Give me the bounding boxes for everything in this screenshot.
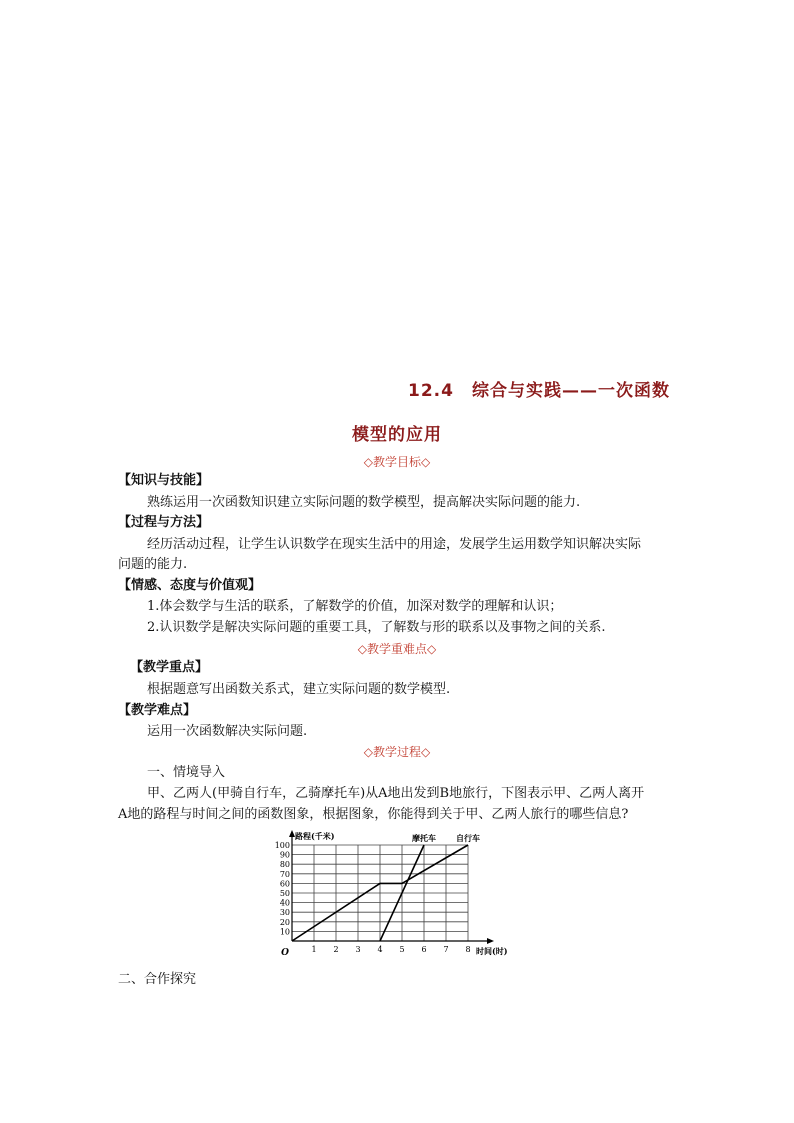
y-tick-label: 70: [279, 869, 290, 879]
knowledge-text: 熟练运用一次函数知识建立实际问题的数学模型，提高解决实际问题的能力.: [147, 495, 581, 510]
y-tick-label: 10: [279, 927, 290, 937]
x-tick-label: 8: [465, 945, 471, 954]
y-tick-label: 50: [279, 889, 290, 898]
x-tick-label: 3: [355, 945, 361, 954]
series-label: 自行车: [456, 833, 480, 843]
x-axis-label: 时间(时): [476, 946, 508, 956]
y-tick-label: 40: [279, 898, 290, 908]
knowledge-heading: 【知识与技能】: [118, 473, 210, 488]
intro-text-2: A地的路程与时间之间的函数图象，根据图象，你能得到关于甲、乙两人旅行的哪些信息?: [118, 807, 629, 822]
section-process: ◇教学过程◇: [363, 745, 431, 759]
y-tick-label: 80: [279, 860, 290, 870]
section-objectives: ◇教学目标◇: [363, 455, 431, 469]
y-tick-label: 60: [279, 879, 290, 889]
x-tick-label: 7: [443, 945, 449, 954]
y-tick-label: 90: [279, 850, 290, 860]
process-method-text-1: 经历活动过程，让学生认识数学在现实生活中的用途，发展学生运用数学知识解决实际: [147, 537, 642, 552]
section-keypoints: ◇教学重难点◇: [357, 642, 437, 656]
emotion-item-2: 2.认识数学是解决实际问题的重要工具，了解数与形的联系以及事物之间的关系.: [147, 620, 606, 635]
x-axis-arrow: [487, 938, 494, 944]
emotion-heading: 【情感、态度与价值观】: [118, 578, 262, 593]
process-method-text-2: 问题的能力.: [118, 557, 188, 572]
key-text: 根据题意写出函数关系式，建立实际问题的数学模型.: [147, 682, 451, 697]
intro-text-1: 甲、乙两人(甲骑自行车，乙骑摩托车)从A地出发到B地旅行，下图表示甲、乙两人离开: [147, 786, 645, 801]
difficulty-heading: 【教学难点】: [118, 703, 197, 718]
title-line-1: 12.4 综合与实践——一次函数: [408, 381, 670, 401]
y-tick-label: 100: [274, 841, 290, 850]
y-tick-label: 20: [279, 917, 290, 927]
process-method-heading: 【过程与方法】: [118, 515, 210, 530]
x-tick-label: 1: [311, 945, 317, 954]
key-heading: 【教学重点】: [130, 660, 209, 675]
x-tick-label: 2: [333, 945, 339, 954]
cooperation-heading: 二、合作探究: [118, 972, 197, 987]
intro-heading: 一、情境导入: [147, 765, 226, 780]
origin-label: O: [281, 948, 289, 958]
y-axis-label: 路程(千米): [295, 831, 335, 841]
distance-time-chart: [270, 828, 525, 963]
difficulty-text: 运用一次函数解决实际问题.: [147, 724, 308, 739]
y-tick-label: 30: [279, 908, 290, 918]
emotion-item-1: 1.体会数学与生活的联系，了解数学的价值，加深对数学的理解和认识；: [147, 599, 563, 614]
x-tick-label: 6: [421, 945, 427, 954]
series-label: 摩托车: [412, 833, 436, 843]
x-tick-label: 4: [377, 945, 383, 954]
x-tick-label: 5: [399, 945, 405, 954]
title-line-2: 模型的应用: [352, 425, 442, 445]
